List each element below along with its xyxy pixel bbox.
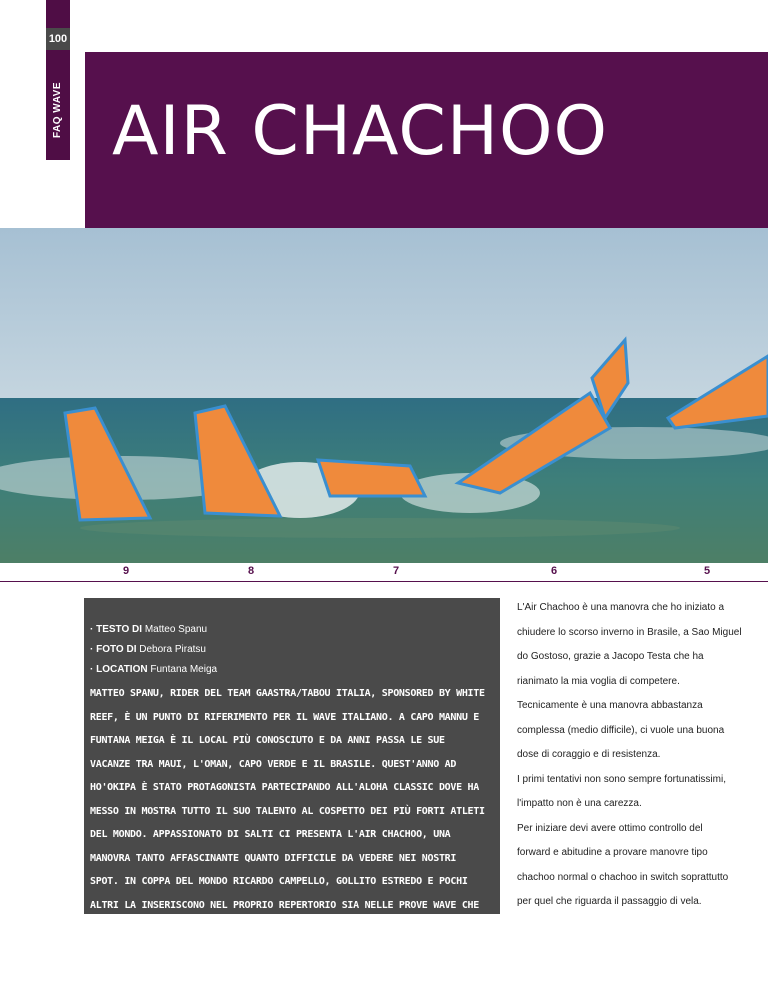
body-line: per quel che riguarda il passaggio di vela. <box>517 896 702 907</box>
body-line: chachoo normal o chachoo in switch soprattutto <box>517 871 729 883</box>
page-number: 100 <box>46 28 70 50</box>
credit-line: · LOCATION Funtana Meiga <box>90 664 218 675</box>
body-line: dose di coraggio e di resistenza. <box>517 749 661 760</box>
sequence-number: 8 <box>248 565 255 577</box>
body-line: Tecnicamente è una manovra abbastanza <box>517 700 703 711</box>
intro-box <box>84 598 500 934</box>
body-line: I primi tentativi non sono sempre fortunatissimi, <box>517 773 726 785</box>
sequence-number: 5 <box>704 565 711 577</box>
sequence-numbers <box>0 563 768 582</box>
body-line: L'Air Chachoo è una manovra che ho iniziato a <box>517 602 725 613</box>
page-title: AIR CHACHOO <box>112 92 609 171</box>
body-line: rianimato la mia voglia di competere. <box>517 675 680 687</box>
article-body <box>517 596 753 915</box>
sequence-number: 7 <box>393 565 400 577</box>
sequence-number: 9 <box>123 565 130 577</box>
body-line: complessa (medio difficile), ci vuole una buona <box>517 724 725 736</box>
credits <box>90 620 217 680</box>
windsurf-sequence-photo <box>0 228 768 563</box>
lead-paragraph: MATTEO SPANU, RIDER DEL TEAM GAASTRA/TABOU ITALIA, SPONSORED BY WHITE REEF, È UN PUNTO DI RIFERIMENTO PER IL WAVE ITALIANO. A CAPO MANNU E FUNTANA MEIGA È IL LOCAL PIÙ CONOSCIUTO E DA ANNI PASSA LE SUE VACANZE TRA MAUI, L'OMAN, CAPO VERDE E IL BRASILE. QUEST'ANNO AD HO'OKIPA È STATO PROTAGONISTA PARTECIPANDO ALL'ALOHA CLASSIC DOVE HA MESSO IN MOSTRA TUTTO IL SUO TALENTO AL COSPETTO DEI PIÙ FORTI ATLETI DEL MONDO. APPASSIONATO DI SALTI CI PRESENTA L'AIR CHACHOO, UNA MANOVRA TANTO AFFASCINANTE QUANTO DIFFICILE DA VEDERE NEI NOSTRI SPOT. IN COPPA DEL MONDO RICARDO CAMPELLO, GOLLITO ESTREDO E POCHI ALTRI LA INSERISCONO NEL PROPRIO REPERTORIO SIA NELLE PROVE WAVE CHE FREESTYLE LASCIANDO SPESSO A BOCCA APERTA IL PUBBLICO PRESENTE. <box>90 688 485 934</box>
body-line: l'impatto non è una carezza. <box>517 798 642 809</box>
credit-line: · FOTO DI Debora Piratsu <box>90 644 206 655</box>
section-label: FAQ WAVE <box>52 81 63 139</box>
body-line: Per iniziare devi avere ottimo controllo del <box>517 822 703 834</box>
sequence-number: 6 <box>551 565 558 577</box>
body-line: chiudere lo scorso inverno in Brasile, a Sao Miguel <box>517 626 742 638</box>
sail-7 <box>318 460 425 496</box>
body-line: forward e abitudine a provare manovre tipo <box>517 847 708 858</box>
body-line: do Gostoso, grazie a Jacopo Testa che ha <box>517 651 704 662</box>
credit-line: · TESTO DI Matteo Spanu <box>90 624 208 635</box>
